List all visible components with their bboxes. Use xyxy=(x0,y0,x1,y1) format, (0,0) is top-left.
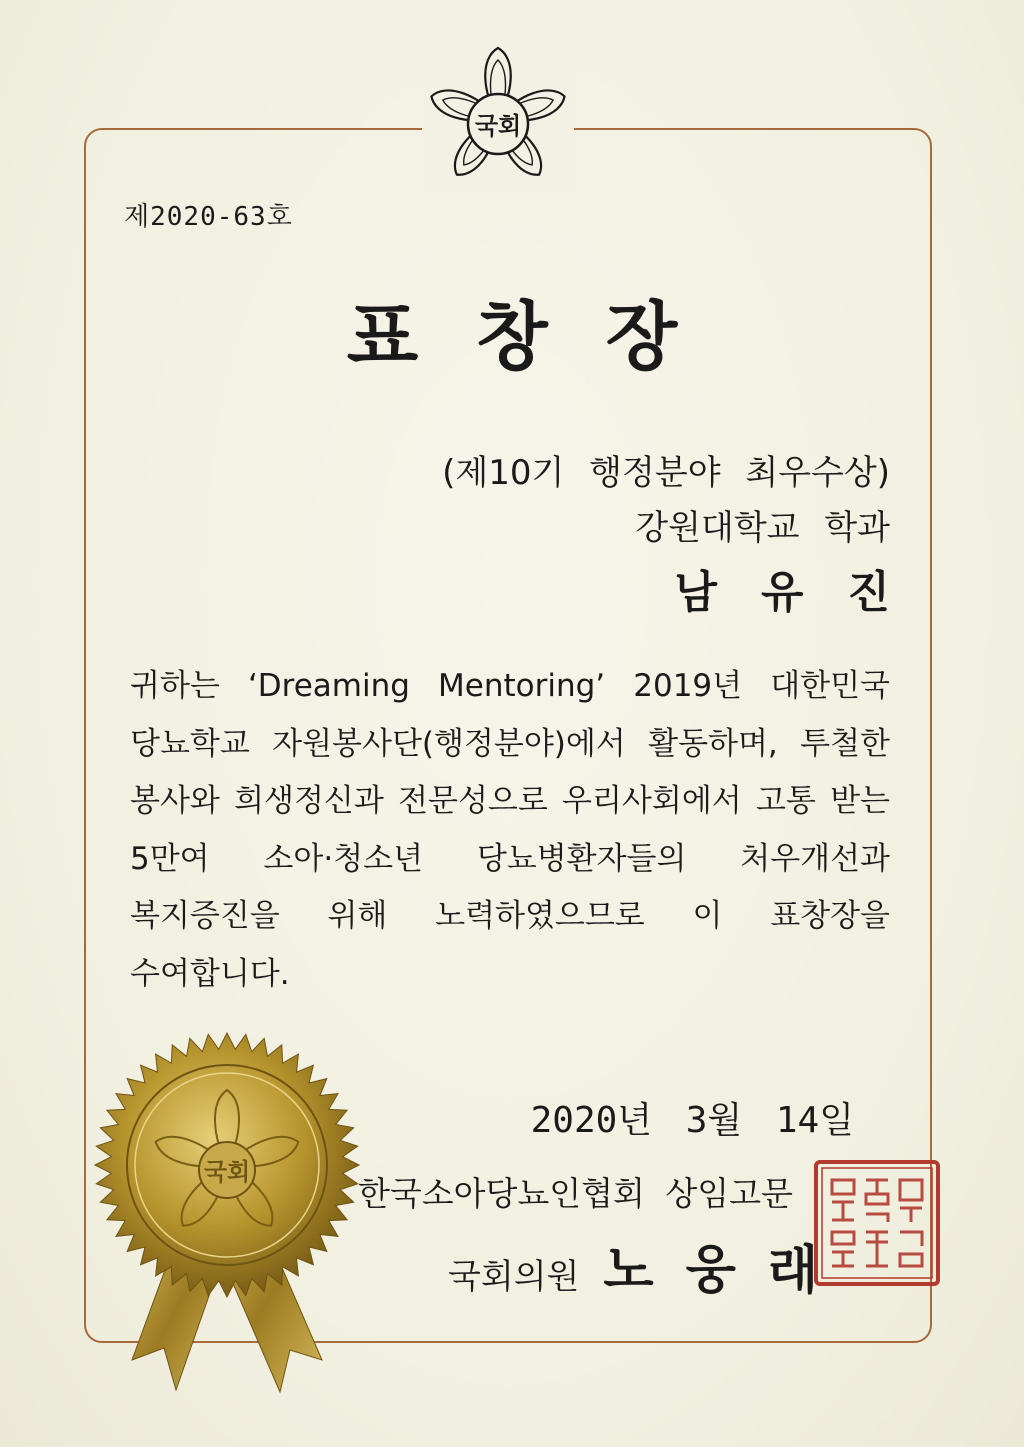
recipient-school: 강원대학교 학과 xyxy=(635,508,890,548)
red-seal-stamp-icon xyxy=(812,1158,942,1288)
issuer-organization: 한국소아당뇨인협회 상임고문 xyxy=(358,1174,793,1213)
citation-line: 5만여 소아·청소년 당뇨병환자들의 처우개선과 xyxy=(130,840,890,877)
citation-line: 복지증진을 위해 노력하였으므로 이 표창장을 xyxy=(130,898,890,934)
signer-title: 국회의원 xyxy=(448,1257,580,1297)
citation-body xyxy=(130,658,890,1003)
issue-date: 2020년 3월 14일 xyxy=(530,1100,854,1141)
recipient-name: 남유진 xyxy=(674,567,934,618)
signer xyxy=(448,1228,850,1303)
national-assembly-emblem-icon xyxy=(422,42,574,194)
signer-name: 노웅래 xyxy=(603,1240,851,1301)
citation-line: 수여합니다. xyxy=(130,955,290,992)
emblem-text: 국회 xyxy=(474,112,522,140)
citation-line: 당뇨학교 자원봉사단(행정분야)에서 활동하며, 투철한 xyxy=(130,725,890,762)
gold-seal-icon xyxy=(92,1030,382,1430)
certificate-title: 표창장 xyxy=(346,294,736,380)
award-name: (제10기 행정분야 최우수상) xyxy=(442,453,890,493)
seal-text: 국회 xyxy=(203,1158,251,1186)
citation-line: 귀하는 ‘Dreaming Mentoring’ 2019년 대한민국 xyxy=(130,668,890,704)
certificate-number: 제2020-63호 xyxy=(124,202,293,232)
citation-line: 봉사와 희생정신과 전문성으로 우리사회에서 고통 받는 xyxy=(130,783,890,819)
